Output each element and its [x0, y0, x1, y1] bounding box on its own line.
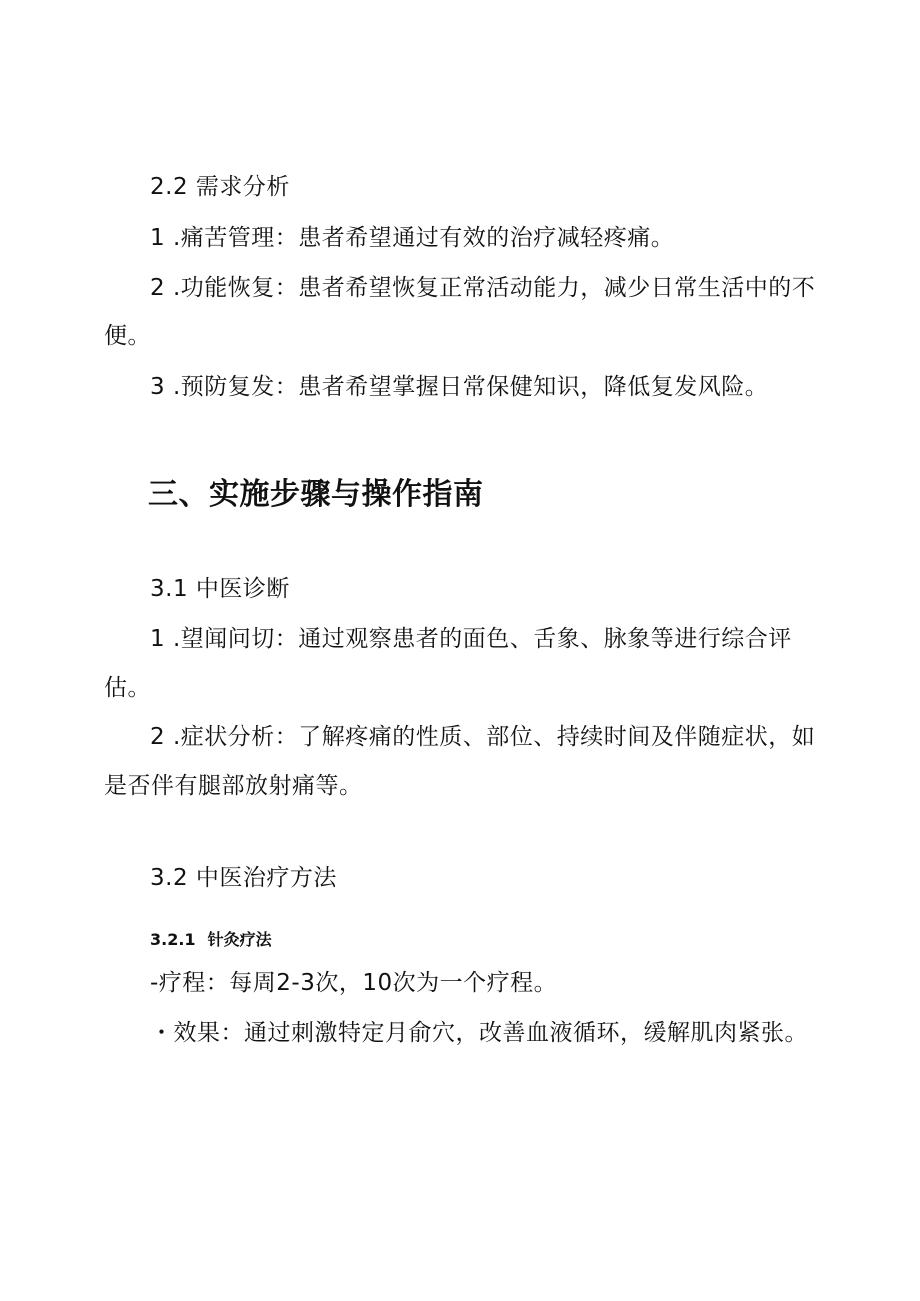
list-item: 1 .痛苦管理：患者希望通过有效的治疗减轻疼痛。 — [150, 225, 675, 251]
list-item: 3 .预防复发：患者希望掌握日常保健知识，降低复发风险。 — [150, 374, 769, 400]
subsection-3-2-1-heading — [150, 929, 272, 951]
list-item-continuation: 便。 — [104, 323, 151, 349]
chapter-3-heading: 三、实施步骤与操作指南 — [148, 477, 484, 512]
list-item: 1 .望闻问切：通过观察患者的面色、舌象、脉象等进行综合评 — [150, 626, 792, 652]
list-item-continuation: 是否伴有腿部放射痛等。 — [104, 773, 363, 799]
list-item: 2 .症状分析：了解疼痛的性质、部位、持续时间及伴随症状，如 — [150, 724, 816, 750]
subsection-title: 针灸疗法 — [207, 930, 272, 949]
section-3-1-heading: 3.1 中医诊断 — [150, 576, 290, 602]
section-2-2-heading: 2.2 需求分析 — [150, 174, 290, 200]
list-item-continuation: 估。 — [104, 675, 151, 701]
section-3-2-heading: 3.2 中医治疗方法 — [150, 865, 337, 891]
list-item: 2 .功能恢复：患者希望恢复正常活动能力，减少日常生活中的不 — [150, 275, 816, 301]
list-item: ・效果：通过刺激特定月俞穴，改善血液循环，缓解肌肉紧张。 — [150, 1020, 808, 1046]
subsection-number: 3.2.1 — [150, 930, 196, 949]
list-item: -疗程：每周2-3次，10次为一个疗程。 — [150, 970, 558, 996]
